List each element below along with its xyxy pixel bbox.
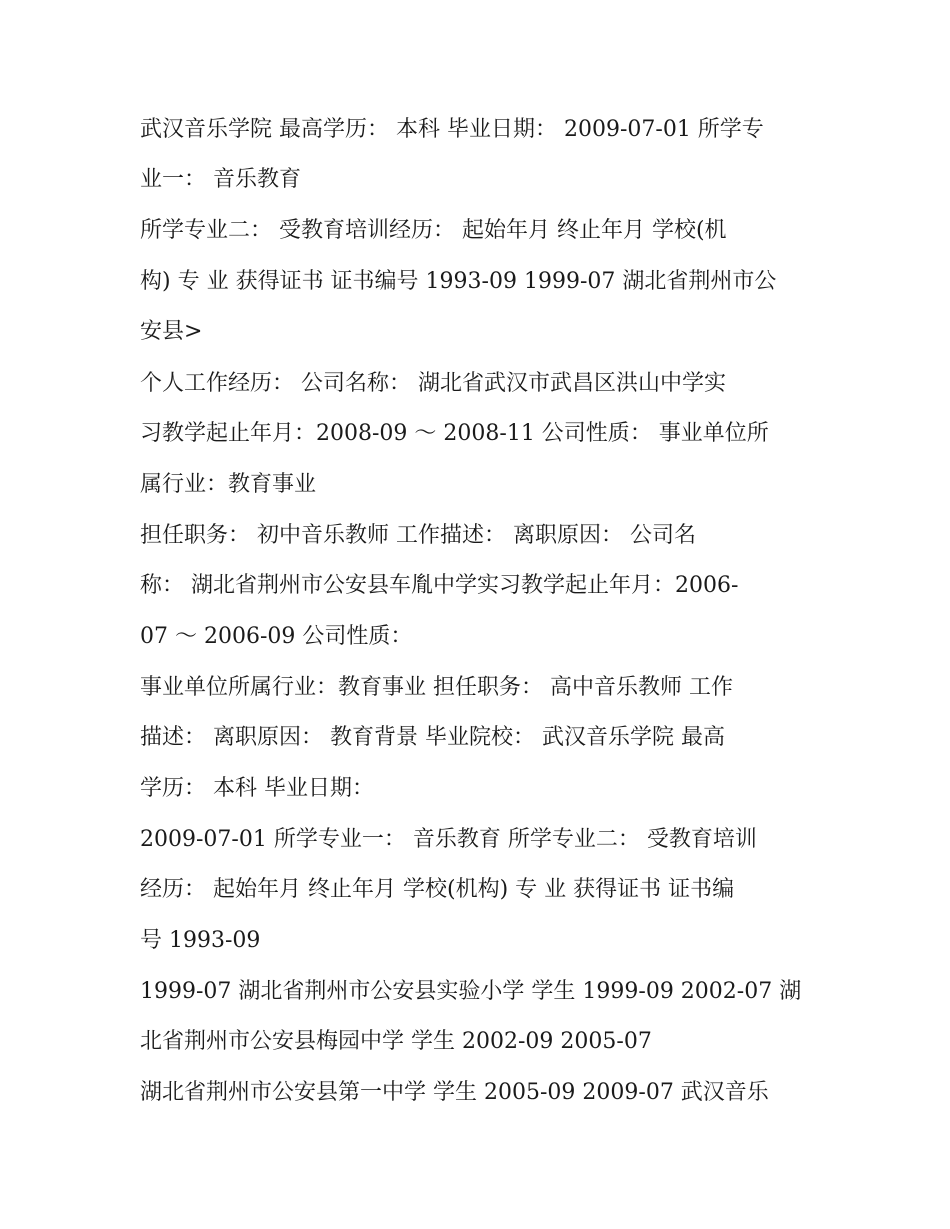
text-line: 担任职务： 初中音乐教师 工作描述： 离职原因： 公司名 <box>140 523 696 548</box>
text-line: 湖北省荆州市公安县第一中学 学生 2005-09 2009-07 武汉音乐 <box>140 1080 769 1105</box>
text-line: 构) 专 业 获得证书 证书编号 1993-09 1999-07 湖北省荆州市公 <box>140 269 777 294</box>
text-line: 1999-07 湖北省荆州市公安县实验小学 学生 1999-09 2002-07 湖 <box>140 979 802 1004</box>
text-line: 北省荆州市公安县梅园中学 学生 2002-09 2005-07 <box>140 1029 652 1054</box>
text-line: 经历： 起始年月 终止年月 学校(机构) 专 业 获得证书 证书编 <box>140 877 735 902</box>
text-line: 业一： 音乐教育 <box>140 167 301 192</box>
text-line: 称： 湖北省荆州市公安县车胤中学实习教学起止年月：2006- <box>140 573 739 598</box>
text-line: 07 ～ 2006-09 公司性质： <box>140 624 413 649</box>
text-line: 所学专业二： 受教育培训经历： 起始年月 终止年月 学校(机 <box>140 218 727 243</box>
text-line: 安县> <box>140 319 203 344</box>
text-line: 武汉音乐学院 最高学历： 本科 毕业日期： 2009-07-01 所学专 <box>140 117 764 142</box>
text-line: 学历： 本科 毕业日期： <box>140 776 374 801</box>
text-line: 号 1993-09 <box>140 928 261 953</box>
text-line: 2009-07-01 所学专业一： 音乐教育 所学专业二： 受教育培训 <box>140 827 757 852</box>
text-line: 属行业：教育事业 <box>140 472 317 497</box>
text-line: 个人工作经历： 公司名称： 湖北省武汉市武昌区洪山中学实 <box>140 371 726 396</box>
text-line: 描述： 离职原因： 教育背景 毕业院校： 武汉音乐学院 最高 <box>140 725 725 750</box>
text-line: 事业单位所属行业：教育事业 担任职务： 高中音乐教师 工作 <box>140 675 733 700</box>
text-line: 习教学起止年月：2008-09 ～ 2008-11 公司性质： 事业单位所 <box>140 421 769 446</box>
